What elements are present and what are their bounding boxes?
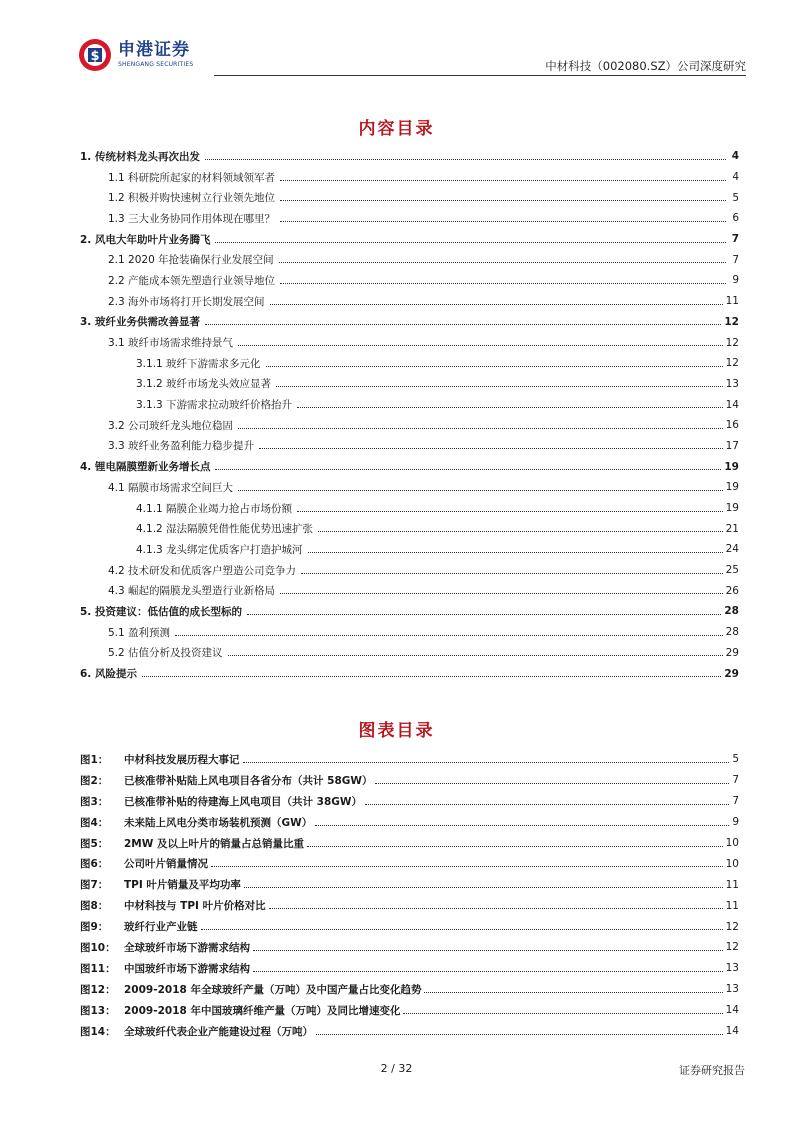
dot-leader (259, 448, 723, 449)
dot-leader (266, 366, 723, 367)
figure-number: 图2： (80, 774, 109, 787)
figure-page: 13 (725, 962, 739, 975)
dot-leader (301, 573, 723, 574)
dot-leader (280, 593, 723, 594)
figure-entry[interactable] (80, 749, 739, 770)
dot-leader (228, 655, 723, 656)
figure-title: 中材科技发展历程大事记 (124, 753, 240, 766)
figure-entry[interactable] (80, 958, 739, 979)
toc-entry-page: 28 (725, 626, 739, 639)
dot-leader (247, 614, 721, 615)
figure-number: 图12： (80, 983, 116, 996)
toc-entry[interactable] (80, 332, 739, 353)
dot-leader (315, 825, 729, 826)
toc-entry-label: 4.1.1 隔膜企业竭力抢占市场份额 (136, 502, 293, 515)
toc-entry-page: 12 (725, 357, 739, 370)
toc-entry-label: 4.3 崛起的隔膜龙头塑造行业新格局 (108, 585, 276, 598)
figure-page: 7 (732, 795, 739, 808)
figure-title: 公司叶片销量情况 (124, 858, 208, 871)
figure-number: 图4： (80, 816, 109, 829)
toc-entry-page: 19 (725, 502, 739, 515)
figure-page: 10 (725, 837, 739, 849)
toc-entry-label: 5.1 盈利预测 (108, 626, 171, 639)
toc-entry-label: 4. 锂电隔膜塑新业务增长点 (80, 461, 211, 474)
figure-page: 9 (732, 816, 739, 829)
figure-list-heading: 图表目录 (358, 721, 435, 741)
figure-page: 12 (725, 941, 739, 954)
toc-entry[interactable] (80, 394, 739, 415)
figure-entry[interactable] (80, 791, 739, 812)
toc-entry-label: 1.1 科研院所起家的材料领域领军者 (108, 171, 276, 184)
toc-entry[interactable] (80, 291, 739, 312)
figure-number: 图10： (80, 941, 116, 954)
dot-leader (215, 242, 726, 243)
figure-number: 图6： (80, 858, 109, 871)
toc-entry-label: 5.2 估值分析及投资建议 (108, 647, 223, 660)
toc-entry-page: 6 (732, 212, 739, 225)
toc-entry-page: 4 (732, 171, 739, 184)
toc-entry-label: 4.1.3 龙头绑定优质客户打造护城河 (136, 543, 303, 556)
figure-number: 图9： (80, 921, 109, 934)
toc-entry[interactable] (80, 374, 739, 395)
figure-entry[interactable] (80, 895, 739, 916)
toc-entry[interactable] (80, 663, 739, 684)
figure-number: 图5： (80, 837, 109, 850)
dot-leader (142, 676, 721, 677)
dot-leader (375, 783, 729, 784)
toc-entry-page: 12 (725, 336, 739, 349)
toc-entry-page: 21 (725, 522, 739, 535)
toc-entry-label: 1.3 三大业务协同作用体现在哪里？ (108, 212, 276, 225)
toc-entry[interactable] (80, 560, 739, 581)
toc-entry-label: 4.2 技术研发和优质客户塑造公司竞争力 (108, 564, 297, 577)
figure-title: 中材科技与 TPI 叶片价格对比 (124, 900, 266, 913)
toc-entry[interactable] (80, 498, 739, 519)
toc-entry-page: 5 (732, 191, 739, 204)
figure-entry[interactable] (80, 770, 739, 791)
figure-title: 2009-2018 年全球玻纤产量（万吨）及中国产量占比变化趋势 (124, 983, 422, 996)
figure-title: 玻纤行业产业链 (124, 921, 198, 934)
dot-leader (280, 221, 726, 222)
shengang-logo-icon (78, 38, 112, 72)
figure-number: 图14： (80, 1025, 116, 1038)
dot-leader (238, 428, 723, 429)
toc-entry-page: 28 (724, 605, 739, 618)
figure-entry[interactable] (80, 916, 739, 937)
toc-entry-page: 11 (725, 295, 739, 308)
svg-text:$: $ (90, 49, 100, 64)
toc-entry[interactable] (80, 518, 739, 539)
figure-page: 12 (725, 920, 739, 933)
figure-title: 全球玻纤代表企业产能建设过程（万吨） (124, 1025, 313, 1038)
toc-entry[interactable] (80, 436, 739, 457)
toc-entry[interactable] (80, 456, 739, 477)
dot-leader (308, 552, 723, 553)
toc-entry-label: 2.1 2020 年抢装确保行业发展空间 (108, 254, 274, 267)
figure-page: 14 (725, 1004, 739, 1017)
figure-entry[interactable] (80, 937, 739, 958)
figure-page: 7 (732, 774, 739, 787)
toc-entry-page: 7 (732, 253, 739, 266)
toc-entry[interactable] (80, 643, 739, 664)
toc-entry-page: 24 (725, 543, 739, 556)
toc-entry[interactable] (80, 312, 739, 333)
toc-entry[interactable] (80, 146, 739, 167)
toc-entry-label: 6. 风险提示 (80, 668, 137, 681)
toc-entry-label: 3.1.1 玻纤下游需求多元化 (136, 357, 261, 370)
toc-heading: 内容目录 (358, 119, 435, 139)
figure-entry[interactable] (80, 874, 739, 895)
toc-entry-page: 19 (724, 460, 739, 473)
figure-entry[interactable] (80, 979, 739, 1000)
dot-leader (297, 407, 723, 408)
toc-entry-page: 17 (725, 439, 739, 452)
figure-number: 图11： (80, 962, 116, 975)
toc-entry-page: 19 (725, 481, 739, 494)
figure-page: 13 (725, 983, 739, 996)
toc-entry[interactable] (80, 580, 739, 601)
toc-entry-label: 1. 传统材料龙头再次出发 (80, 150, 200, 163)
logo-chinese-name: 申港证券 (118, 40, 190, 60)
dot-leader (238, 345, 723, 346)
toc-entry-page: 25 (725, 564, 739, 577)
toc-entry[interactable] (80, 622, 739, 643)
toc-entry-label: 3.1 玻纤市场需求维持景气 (108, 337, 234, 350)
figure-number: 图1： (80, 753, 109, 766)
toc-entry-page: 29 (725, 646, 739, 659)
toc-entry-label: 3.1.3 下游需求拉动玻纤价格抬升 (136, 399, 293, 412)
toc-entry-page: 14 (725, 398, 739, 411)
dot-leader (201, 929, 723, 930)
figure-number: 图13： (80, 1004, 116, 1017)
figure-number: 图8： (80, 900, 109, 913)
figure-page: 5 (732, 753, 739, 766)
toc-entry-label: 1.2 积极并购快速树立行业领先地位 (108, 192, 276, 205)
toc-entry-page: 13 (725, 377, 739, 390)
toc-entry[interactable] (80, 601, 739, 622)
dot-leader (238, 490, 723, 491)
toc-entry-label: 3.1.2 玻纤市场龙头效应显著 (136, 378, 272, 391)
dot-leader (297, 511, 723, 512)
dot-leader (424, 992, 722, 993)
figure-entry[interactable] (80, 833, 739, 854)
dot-leader (316, 1034, 723, 1035)
toc-entry[interactable] (80, 353, 739, 374)
page-header (78, 34, 746, 78)
dot-leader (243, 762, 730, 763)
figure-entry[interactable] (80, 853, 739, 874)
page-number: 2 / 32 (380, 1062, 413, 1075)
figure-title: 2MW 及以上叶片的销量占总销量比重 (124, 837, 304, 850)
dot-leader (270, 304, 723, 305)
dot-leader (276, 386, 723, 387)
toc-entry-page: 16 (725, 419, 739, 432)
figure-entry[interactable] (80, 1021, 739, 1042)
dot-leader (280, 200, 726, 201)
toc-entry-page: 29 (724, 667, 739, 680)
toc-entry-label: 3. 玻纤业务供需改善显著 (80, 316, 200, 329)
dot-leader (215, 469, 721, 470)
toc-entry-page: 26 (725, 584, 739, 597)
dot-leader (279, 262, 726, 263)
toc-entry-label: 5. 投资建议：低估值的成长型标的 (80, 605, 242, 618)
toc-entry-label: 2.2 产能成本领先塑造行业领导地位 (108, 274, 276, 287)
dot-leader (318, 531, 723, 532)
figure-title: TPI 叶片销量及平均功率 (124, 879, 241, 892)
toc-entry-page: 12 (724, 315, 739, 328)
toc-entry[interactable] (80, 208, 739, 229)
figure-title: 中国玻纤市场下游需求结构 (124, 962, 250, 975)
toc-entry-page: 9 (732, 274, 739, 287)
figure-page: 10 (725, 857, 739, 870)
toc-entry[interactable] (80, 477, 739, 498)
dot-leader (253, 971, 723, 972)
dot-leader (244, 887, 723, 888)
figure-title: 未来陆上风电分类市场装机预测（GW） (124, 816, 313, 829)
dot-leader (205, 159, 726, 160)
toc-entry-label: 3.2 公司玻纤龙头地位稳固 (108, 419, 234, 432)
header-divider (214, 75, 746, 76)
toc-entry[interactable] (80, 415, 739, 436)
figure-title: 已核准带补贴陆上风电项目各省分布（共计 58GW） (124, 774, 373, 787)
toc-entry[interactable] (80, 167, 739, 188)
figure-list (80, 749, 739, 1041)
toc-entry-label: 2. 风电大年助叶片业务腾飞 (80, 233, 211, 246)
toc-entry[interactable] (80, 539, 739, 560)
figure-number: 图7： (80, 879, 109, 892)
dot-leader (365, 804, 729, 805)
figure-entry[interactable] (80, 812, 739, 833)
dot-leader (253, 950, 723, 951)
figure-entry[interactable] (80, 1000, 739, 1021)
report-title: 中材科技（002080.SZ）公司深度研究 (545, 59, 746, 73)
dot-leader (280, 283, 726, 284)
toc-entry[interactable] (80, 270, 739, 291)
toc-entry-label: 4.1 隔膜市场需求空间巨大 (108, 481, 234, 494)
toc-entry-label: 3.3 玻纤业务盈利能力稳步提升 (108, 440, 255, 453)
figure-title: 2009-2018 年中国玻璃纤维产量（万吨）及同比增速变化 (124, 1004, 401, 1017)
figure-page: 11 (725, 899, 739, 912)
dot-leader (280, 180, 726, 181)
dot-leader (175, 635, 723, 636)
toc-entry-label: 4.1.2 湿法隔膜凭借性能优势迅速扩张 (136, 523, 314, 536)
dot-leader (205, 324, 721, 325)
company-logo (78, 38, 193, 72)
toc-entry[interactable] (80, 229, 739, 250)
toc-list (80, 146, 739, 684)
dot-leader (211, 866, 723, 867)
figure-page: 11 (725, 878, 739, 891)
figure-page: 14 (725, 1025, 739, 1038)
dot-leader (403, 1013, 722, 1014)
toc-entry-page: 7 (731, 233, 739, 246)
figure-title: 已核准带补贴的待建海上风电项目（共计 38GW） (124, 795, 362, 808)
dot-leader (307, 846, 723, 847)
figure-title: 全球玻纤市场下游需求结构 (124, 941, 250, 954)
toc-entry-label: 2.3 海外市场将打开长期发展空间 (108, 295, 265, 308)
toc-entry[interactable] (80, 187, 739, 208)
toc-entry-page: 4 (731, 150, 739, 163)
dot-leader (269, 908, 723, 909)
figure-number: 图3： (80, 795, 109, 808)
logo-english-name: SHENGANG SECURITIES (118, 61, 194, 68)
document-type: 证券研究报告 (679, 1064, 745, 1077)
toc-entry[interactable] (80, 249, 739, 270)
